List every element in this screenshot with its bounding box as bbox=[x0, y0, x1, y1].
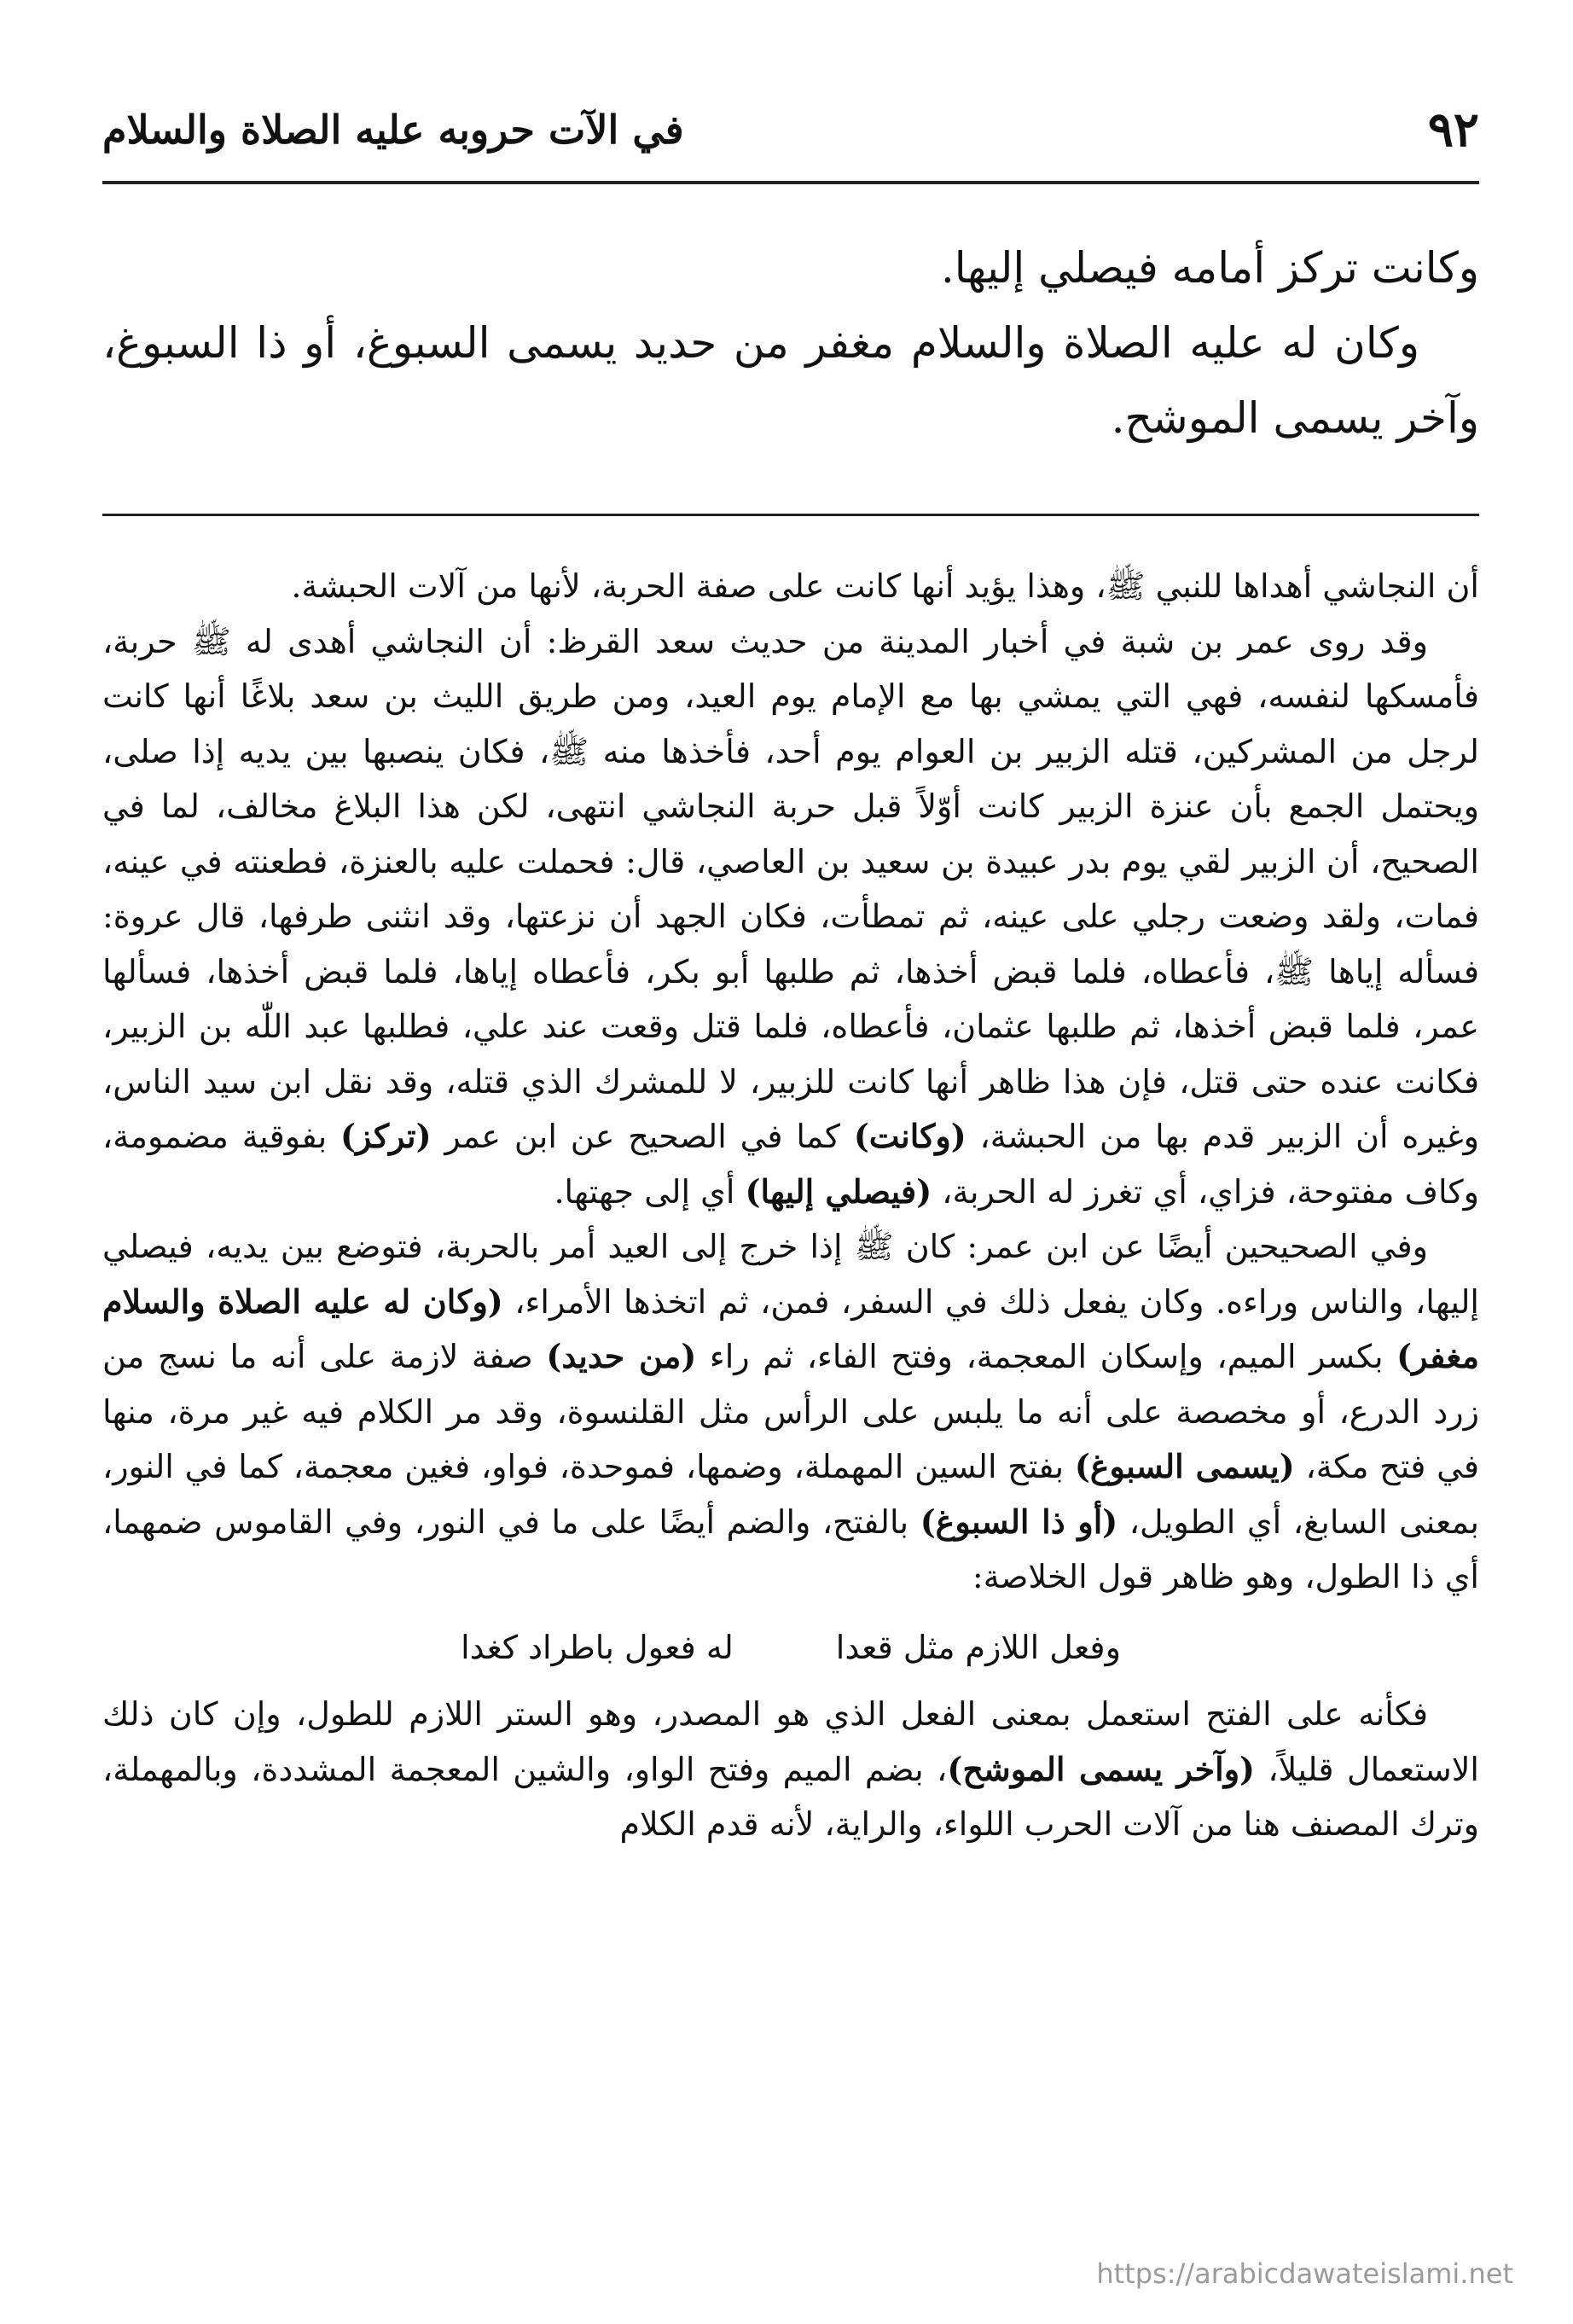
main-text-paragraph: وكانت تركز أمامه فيصلي إليها. bbox=[940, 243, 1479, 293]
text-run: كما في الصحيح عن ابن عمر bbox=[431, 1118, 854, 1155]
verse-second-hemistich: له فعول باطراد كغدا bbox=[461, 1628, 734, 1666]
poetry-verse bbox=[102, 1620, 1479, 1676]
quoted-term: (أو ذا السبوغ) bbox=[920, 1502, 1118, 1541]
quoted-term: (من حديد) bbox=[546, 1337, 697, 1375]
text-run: بفتح السين المهملة، وضمها، فموحدة، فواو، فغين معجمة، كما في النور، بمعنى السابغ، أي الطويل، bbox=[102, 1448, 1479, 1541]
text-run: بكسر الميم، وإسكان المعجمة، وفتح الفاء، ثم راء bbox=[696, 1338, 1397, 1375]
running-title: في الآت حروبه عليه الصلاة والسلام bbox=[102, 107, 684, 153]
quoted-term: (وكان له عليه الصلاة والسلام مغفر) bbox=[102, 1281, 1479, 1375]
main-text bbox=[102, 230, 1479, 456]
text-run: بالفتح، والضم أيضًا على ما في النور، وفي القاموس ضمهما، أي ذا الطول، وهو ظاهر قول الخلاصة: bbox=[102, 1502, 1479, 1595]
watermark-url: https://arabicdawateislami.net bbox=[1096, 2257, 1513, 2290]
header-rule bbox=[102, 181, 1479, 184]
verse-first-hemistich: وفعل اللازم مثل قعدا bbox=[835, 1628, 1121, 1666]
text-run: أي إلى جهتها. bbox=[554, 1172, 746, 1211]
commentary-paragraph bbox=[102, 614, 1479, 1220]
commentary-text bbox=[102, 559, 1479, 1852]
text-run: ، بضم الميم وفتح الواو، والشين المعجمة المشددة، وبالمهملة، وترك المصنف هنا من آلات الحرب اللواء، والراية، لأنه قدم الكلام bbox=[102, 1750, 1479, 1843]
page-number: ٩٢ bbox=[1427, 102, 1479, 158]
quoted-term: (وآخر يسمى الموشح) bbox=[947, 1749, 1256, 1788]
commentary-paragraph bbox=[102, 1219, 1479, 1605]
quoted-term: (وكانت) bbox=[853, 1117, 966, 1155]
quoted-term: (تركز) bbox=[340, 1117, 432, 1155]
quoted-term: (يسمى السبوغ) bbox=[1074, 1447, 1295, 1485]
main-text-paragraph: وكان له عليه الصلاة والسلام مغفر من حديد يسمى السبوغ، أو ذا السبوغ، وآخر يسمى الموشح. bbox=[102, 318, 1479, 443]
text-run: صفة لازمة على أنه ما نسج من زرد الدرع، أو مخصصة على أنه ما يلبس على الرأس مثل القلنسوة، وقد مر الكلام فيه غير مرة، منها في فتح مكة، bbox=[102, 1338, 1479, 1485]
commentary-paragraph bbox=[102, 1687, 1479, 1852]
text-run: وفي الصحيحين أيضًا عن ابن عمر: كان ﷺ إذا خرج إلى العيد أمر بالحربة، فتوضع بين يديه، فيصلي إليها، والناس وراءه. وكان يفعل ذلك في السفر، فمن، ثم اتخذها الأمراء، bbox=[102, 1228, 1479, 1321]
commentary-paragraph: أن النجاشي أهداها للنبي ﷺ، وهذا يؤيد أنها كانت على صفة الحربة، لأنها من آلات الحبشة. bbox=[291, 567, 1479, 605]
text-run: فكأنه على الفتح استعمل بمعنى الفعل الذي هو المصدر، وهو الستر اللازم للطول، وإن كان ذلك الاستعمال قليلاً، bbox=[102, 1695, 1479, 1788]
text-run: بفوقية مضمومة، وكاف مفتوحة، فزاي، أي تغرز له الحربة، bbox=[102, 1118, 1479, 1211]
text-run: وقد روى عمر بن شبة في أخبار المدينة من حديث سعد القرظ: أن النجاشي أهدى له ﷺ حربة، فأمسكها لنفسه، فهي التي يمشي بها مع الإمام يوم العيد، ومن طريق الليث بن سعد بلاغًا أنها كانت لرجل من المشركين، قتله الزبير بن العوام يوم أحد، فأخذها منه ﷺ، فكان ينصبها بين يديه إذا صلى، ويحتمل الجمع بأن عنزة الزبير كانت أوّلاً قبل حربة النجاشي انتهى، لكن هذا البلاغ مخالف، لما في الصحيح، أن الزبير لقي يوم بدر عبيدة بن سعيد بن العاصي، قال: فحملت عليه بالعنزة، فطعنته في عينه، فمات، ولقد وضعت رجلي على عينه، ثم تمطأت، فكان الجهد أن نزعتها، وقد انثنى طرفها، قال عروة: فسأله إياها ﷺ، فأعطاه، فلما قبض أخذها، ثم طلبها أبو بكر، فأعطاه إياها، فلما قبض أخذها، فسألها عمر، فلما قبض أخذها، ثم طلبها عثمان، فأعطاه، فلما قتل وقعت عند علي، فطلبها عبد اللّٰه بن الزبير، فكانت عنده حتى قتل، فإن هذا ظاهر أنها كانت للزبير، لا للمشرك الذي قتله، وقد نقل ابن سيد الناس، وغيره أن الزبير قدم بها من الحبشة، bbox=[102, 622, 1479, 1155]
quoted-term: (فيصلي إليها) bbox=[745, 1171, 932, 1211]
page-header bbox=[102, 96, 1479, 164]
text-separator-rule bbox=[102, 514, 1479, 516]
